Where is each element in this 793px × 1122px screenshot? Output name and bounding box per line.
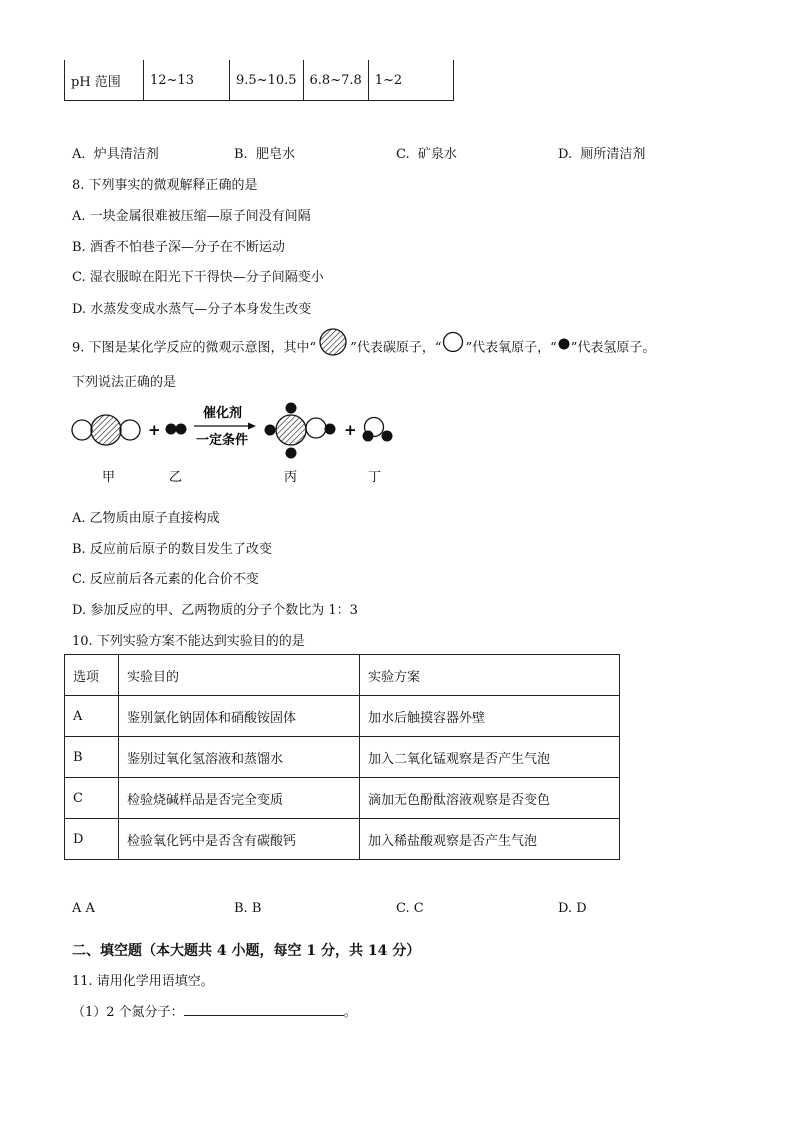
header-cell: 实验方案 [360,655,620,696]
table-cell: 检验烧碱样品是否完全变质 [119,778,360,819]
table-row [65,819,620,860]
table-cell: 鉴别过氧化氢溶液和蒸馏水 [119,737,360,778]
table-row [65,60,454,101]
q9-option-b: B. 反应前后原子的数目发生了改变 [72,542,272,557]
table-row [65,737,620,778]
answer-blank[interactable] [184,1003,344,1016]
catalyst-label: 催化剂 [203,406,243,421]
ph-cell: 1~2 [368,60,453,101]
q10-option-c: C. C [396,901,424,916]
q10-stem: 10. 下列实验方案不能达到实验目的的是 [72,634,305,649]
label-jia: 甲 [102,470,116,485]
q11-part1: （1）2 个氮分子： 。 [72,1005,357,1020]
table-cell: D [65,819,119,860]
q11-stem: 11. 请用化学用语填空。 [72,974,214,989]
q10-option-b: B. B [234,901,262,916]
q7-option-d: D. 厕所清洁剂 [558,147,646,162]
section-title: 二、填空题（本大题共 4 小题，每空 1 分，共 14 分） [72,943,421,959]
reaction-diagram [66,396,406,491]
methanol-molecule [265,403,336,459]
table-row [65,696,620,737]
table-cell: 加入二氧化锰观察是否产生气泡 [360,737,620,778]
table-header-row [65,655,620,696]
label-yi: 乙 [169,470,183,485]
condition-label: 一定条件 [196,433,249,448]
q10-option-a: A A [72,901,95,916]
table-cell: A [65,696,119,737]
q8-option-a: A. 一块金属很难被压缩—原子间没有间隔 [72,209,311,224]
experiment-table [64,654,620,860]
q9-option-c: C. 反应前后各元素的化合价不变 [72,572,259,587]
label-bing: 丙 [284,470,298,485]
carbon-atom-icon [316,327,350,369]
q8-option-d: D. 水蒸发变成水蒸气—分子本身发生改变 [72,302,312,317]
plus-sign: + [344,421,357,439]
q10-option-d: D. D [558,901,587,916]
q9-stem: 9. 下图是某化学反应的微观示意图，其中“ ”代表碳原子，“ ”代表氧原子，“ ”代表氢原子。 [72,327,655,357]
q9-stem-line2: 下列说法正确的是 [72,375,177,390]
table-cell: 加水后触摸容器外壁 [360,696,620,737]
table-cell: B [65,737,119,778]
q9-option-d: D. 参加反应的甲、乙两物质的分子个数比为 1：3 [72,603,358,618]
label-ding: 丁 [368,470,382,485]
header-cell: 实验目的 [119,655,360,696]
table-cell: 鉴别氯化钠固体和硝酸铵固体 [119,696,360,737]
q8-stem: 8. 下列事实的微观解释正确的是 [72,178,258,193]
ph-cell: 6.8~7.8 [303,60,368,101]
q7-option-b: B. 肥皂水 [234,147,295,162]
q8-option-c: C. 湿衣服晾在阳光下干得快—分子间隔变小 [72,270,324,285]
q7-option-a: A. 炉具清洁剂 [72,147,159,162]
h2-molecule [166,424,187,435]
table-cell: 检验氧化钙中是否含有碳酸钙 [119,819,360,860]
water-molecule [363,418,393,442]
co2-molecule [72,415,140,445]
plus-sign: + [148,421,161,439]
reaction-arrow [194,405,256,448]
ph-cell-label: pH 范围 [65,60,144,101]
q9-option-a: A. 乙物质由原子直接构成 [72,511,220,526]
header-cell: 选项 [65,655,119,696]
ph-cell: 9.5~10.5 [230,60,304,101]
table-cell: C [65,778,119,819]
table-cell: 加入稀盐酸观察是否产生气泡 [360,819,620,860]
q7-option-c: C. 矿泉水 [396,147,457,162]
table-row [65,778,620,819]
oxygen-atom-icon [441,330,465,366]
table-cell: 滴加无色酚酞溶液观察是否变色 [360,778,620,819]
ph-cell: 12~13 [144,60,230,101]
q8-option-b: B. 酒香不怕巷子深—分子在不断运动 [72,240,285,255]
hydrogen-atom-icon [557,333,571,363]
ph-table [64,60,454,101]
